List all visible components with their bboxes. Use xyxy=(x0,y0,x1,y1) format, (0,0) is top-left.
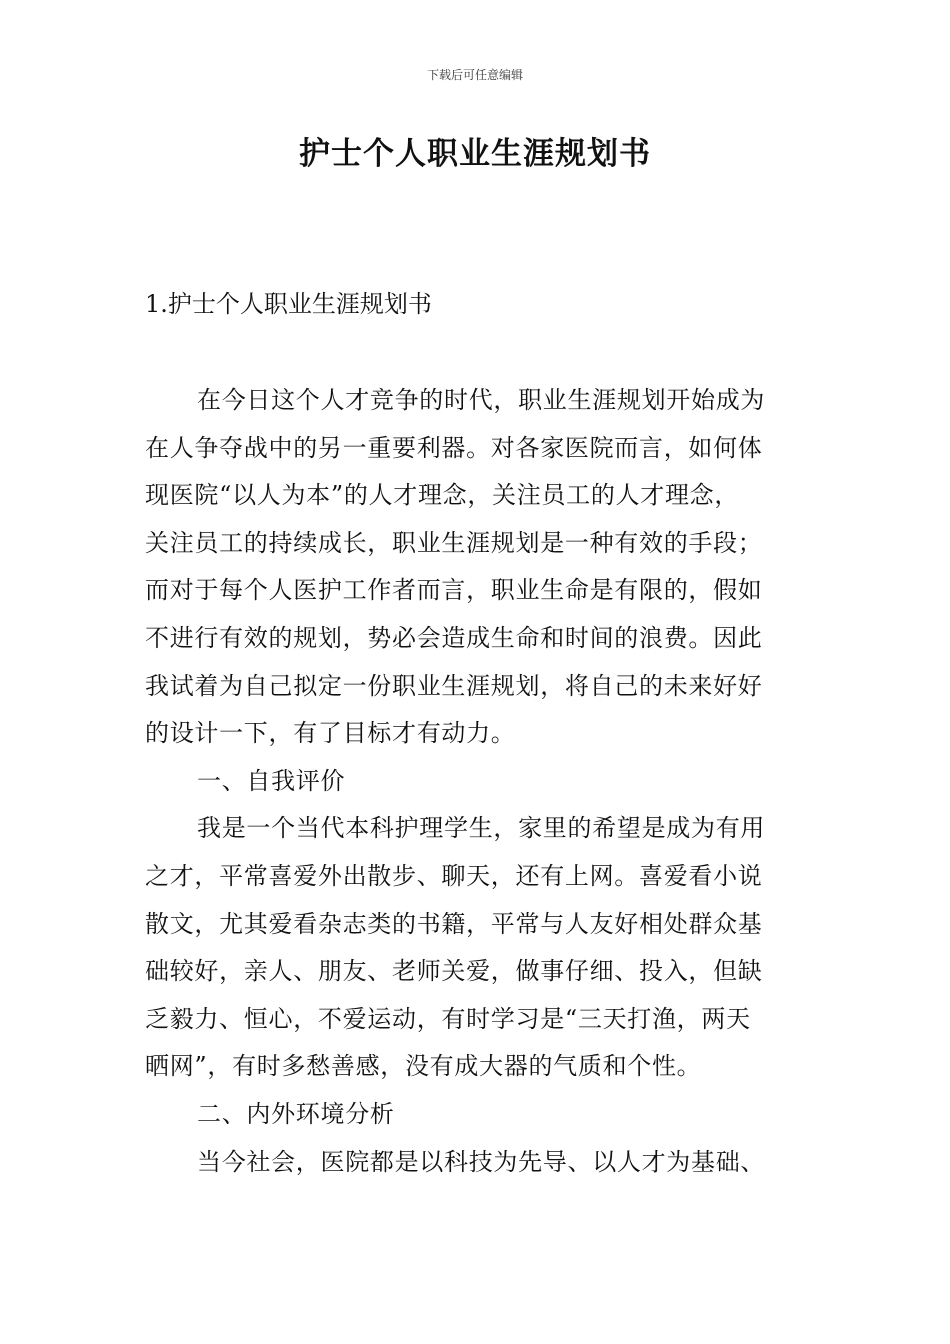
paragraph-line: 关注员工的持续成长，职业生涯规划是一种有效的手段； xyxy=(145,528,763,557)
header-note: 下载后可任意编辑 xyxy=(426,68,523,82)
paragraph-line: 晒网”，有时多愁善感，没有成大器的气质和个性。 xyxy=(145,1052,702,1081)
paragraph-line: 当今社会，医院都是以科技为先导、以人才为基础、 xyxy=(197,1147,766,1176)
section-heading: 1.护士个人职业生涯规划书 xyxy=(145,290,432,318)
paragraph-line: 础较好，亲人、朋友、老师关爱，做事仔细、投入，但缺 xyxy=(145,957,763,986)
paragraph-line: 而对于每个人医护工作者而言，职业生命是有限的，假如 xyxy=(145,576,763,605)
paragraph-line: 一、自我评价 xyxy=(197,766,346,795)
paragraph-line: 在人争夺战中的另一重要利器。对各家医院而言，如何体 xyxy=(145,433,763,462)
paragraph-line: 乏毅力、恒心，不爱运动，有时学习是“三天打渔，两天 xyxy=(145,1004,751,1033)
paragraph-line: 在今日这个人才竞争的时代，职业生涯规划开始成为 xyxy=(197,386,766,414)
document-title: 护士个人职业生涯规划书 xyxy=(299,136,651,172)
paragraph-line: 之才，平常喜爱外出散步、聊天，还有上网。喜爱看小说 xyxy=(145,861,763,890)
paragraph-line: 现医院“以人为本”的人才理念，关注员工的人才理念， xyxy=(145,481,740,510)
paragraph-line: 二、内外环境分析 xyxy=(197,1099,395,1128)
body-text xyxy=(145,377,810,1186)
paragraph-line: 我试着为自己拟定一份职业生涯规划，将自己的未来好好 xyxy=(145,671,763,700)
paragraph-line: 不进行有效的规划，势必会造成生命和时间的浪费。因此 xyxy=(145,623,763,652)
paragraph-line: 的设计一下，有了目标才有动力。 xyxy=(145,719,516,748)
paragraph-line: 散文，尤其爱看杂志类的书籍，平常与人友好相处群众基 xyxy=(145,909,763,938)
paragraph-line: 我是一个当代本科护理学生，家里的希望是成为有用 xyxy=(197,814,766,843)
